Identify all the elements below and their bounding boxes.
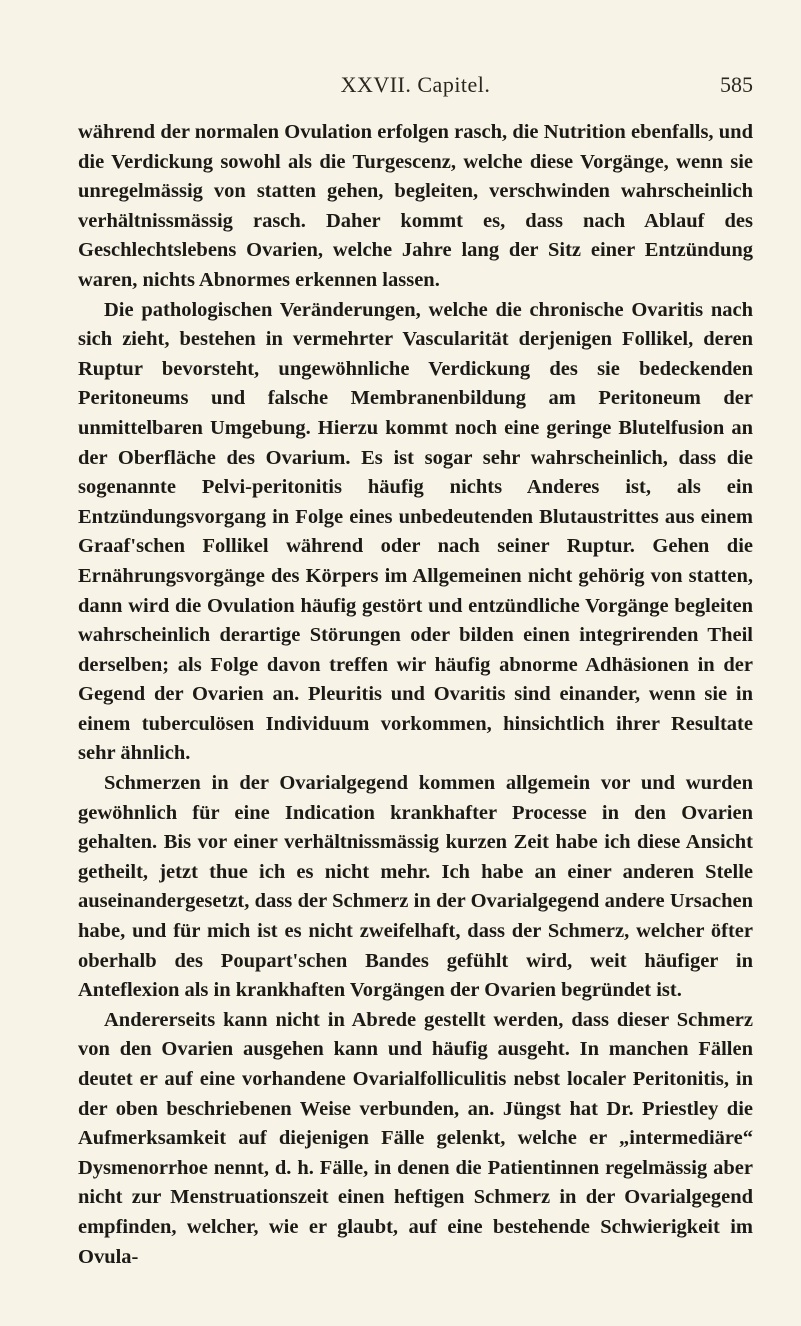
chapter-heading: XXVII. Capitel. [340,72,491,97]
body-text [78,118,753,1272]
paragraph: Andererseits kann nicht in Abrede gestellt werden, dass dieser Schmerz von den Ovarien ausgehen kann und häufig ausgeht. In manchen Fällen deutet er auf eine vorhandene Ovarialfolliculitis nebst localer Peritonitis, in der oben beschriebenen Weise verbunden, an. Jüngst hat Dr. Priestley die Aufmerksamkeit auf diejenigen Fälle gelenkt, welche er „intermediäre“ Dysmenorrhoe nennt, d. h. Fälle, in denen die Patientinnen regelmässig aber nicht zur Menstruationszeit einen heftigen Schmerz in der Ovarialgegend empfinden, welcher, wie er glaubt, auf eine bestehende Schwierigkeit im Ovula- [78,1008,753,1268]
paragraph: Schmerzen in der Ovarialgegend kommen allgemein vor und wurden gewöhnlich für eine Indication krankhafter Processe in den Ovarien gehalten. Bis vor einer verhältnissmässig kurzen Zeit habe ich diese Ansicht getheilt, jetzt thue ich es nicht mehr. Ich habe an einer anderen Stelle auseinandergesetzt, dass der Schmerz in der Ovarialgegend andere Ursachen habe, und für mich ist es nicht zweifelhaft, dass der Schmerz, welcher öfter oberhalb des Poupart'schen Bandes gefühlt wird, weit häufiger in Anteflexion als in krankhaften Vorgängen der Ovarien begründet ist. [78,772,753,1002]
paragraph: Die pathologischen Veränderungen, welche die chronische Ovaritis nach sich zieht, bestehen in vermehrter Vascularität derjenigen Follikel, deren Ruptur bevorsteht, ungewöhnliche Verdickung des sie bedeckenden Peritoneums und falsche Membranenbildung am Peritoneum der unmittelbaren Umgebung. Hierzu kommt noch eine geringe Blutelfusion an der Oberfläche des Ovarium. Es ist sogar sehr wahrscheinlich, dass die sogenannte Pelvi-peritonitis häufig nichts Anderes ist, als ein Entzündungsvorgang in Folge eines unbedeutenden Blutaustrittes aus einem Graaf'schen Follikel während oder nach seiner Ruptur. Gehen die Ernährungsvorgänge des Körpers im Allgemeinen nicht gehörig von statten, dann wird die Ovulation häufig gestört und entzündliche Vorgänge begleiten wahrscheinlich derartige Störungen oder bilden einen integrirenden Theil derselben; als Folge davon treffen wir häufig abnorme Adhäsionen in der Gegend der Ovarien an. Pleuritis und Ovaritis sind einander, wenn sie in einem tuberculösen Individuum vorkommen, hinsichtlich ihrer Resultate sehr ähnlich. [78,298,753,765]
page-number: 585 [720,72,753,97]
paragraph: während der normalen Ovulation erfolgen rasch, die Nutrition ebenfalls, und die Verdickung sowohl als die Turgescenz, welche diese Vorgänge, wenn sie unregelmässig von statten gehen, begleiten, verschwinden wahrscheinlich verhältnissmässig rasch. Daher kommt es, dass nach Ablauf des Geschlechtslebens Ovarien, welche Jahre lang der Sitz einer Entzündung waren, nichts Abnormes erkennen lassen. [78,121,753,291]
running-header [78,72,753,102]
